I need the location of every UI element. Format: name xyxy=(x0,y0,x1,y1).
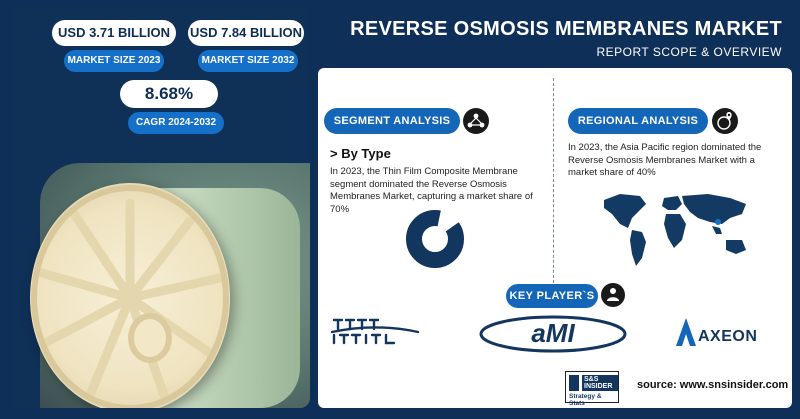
market-2032-value: USD 7.84 BILLION xyxy=(188,20,304,46)
product-photo xyxy=(10,143,310,408)
market-2023-value: USD 3.71 BILLION xyxy=(52,20,176,46)
alfa-laval-logo xyxy=(330,316,420,346)
key-players-heading: KEY PLAYER`S xyxy=(506,284,598,308)
regional-analysis-heading: REGIONAL ANALYSIS xyxy=(568,108,708,134)
segment-analysis-heading: SEGMENT ANALYSIS xyxy=(324,108,460,134)
person-icon xyxy=(601,283,625,307)
market-2032-label: MARKET SIZE 2032 xyxy=(198,50,298,72)
cagr-value: 8.68% xyxy=(120,80,218,108)
membrane-end-disc xyxy=(30,183,230,408)
key-player-icon xyxy=(601,283,625,307)
svg-text:aMI: aMI xyxy=(531,318,575,348)
chess-piece-icon xyxy=(569,375,579,391)
by-type-heading: > By Type xyxy=(330,146,391,161)
spokes-graphic xyxy=(30,183,230,408)
asia-pacific-highlight xyxy=(715,219,721,225)
page-title: REVERSE OSMOSIS MEMBRANES MARKET xyxy=(350,18,782,40)
page-subtitle: REPORT SCOPE & OVERVIEW xyxy=(596,45,782,59)
world-map xyxy=(598,188,758,270)
axeon-logo-text: AXEON xyxy=(698,328,758,345)
globe-pin-icon xyxy=(712,108,738,134)
cagr-label: CAGR 2024-2032 xyxy=(128,112,224,134)
sns-insider-logo xyxy=(565,371,619,407)
axeon-mark-icon xyxy=(675,316,697,348)
market-2023-label: MARKET SIZE 2023 xyxy=(64,50,164,72)
segment-donut-chart xyxy=(403,207,467,271)
sns-logo-bottom: Strategy & Stats xyxy=(569,393,602,407)
left-panel xyxy=(10,8,310,408)
network-icon xyxy=(463,108,489,134)
membrane-hub xyxy=(128,313,172,363)
regional-icon xyxy=(712,108,738,134)
regional-text: In 2023, the Asia Pacific region dominated the Reverse Osmosis Membranes Market with a market share of 40% xyxy=(568,142,762,178)
ami-logo xyxy=(478,314,628,354)
sns-logo-top: S&S INSIDER xyxy=(582,375,618,391)
segment-text: In 2023, the Thin Film Composite Membrane segment dominated the Reverse Osmosis Membranes Market, capturing a market share of 70% xyxy=(330,166,533,215)
segment-icon xyxy=(463,108,489,134)
source-text: source: www.snsinsider.com xyxy=(637,379,789,391)
section-divider xyxy=(553,78,554,283)
